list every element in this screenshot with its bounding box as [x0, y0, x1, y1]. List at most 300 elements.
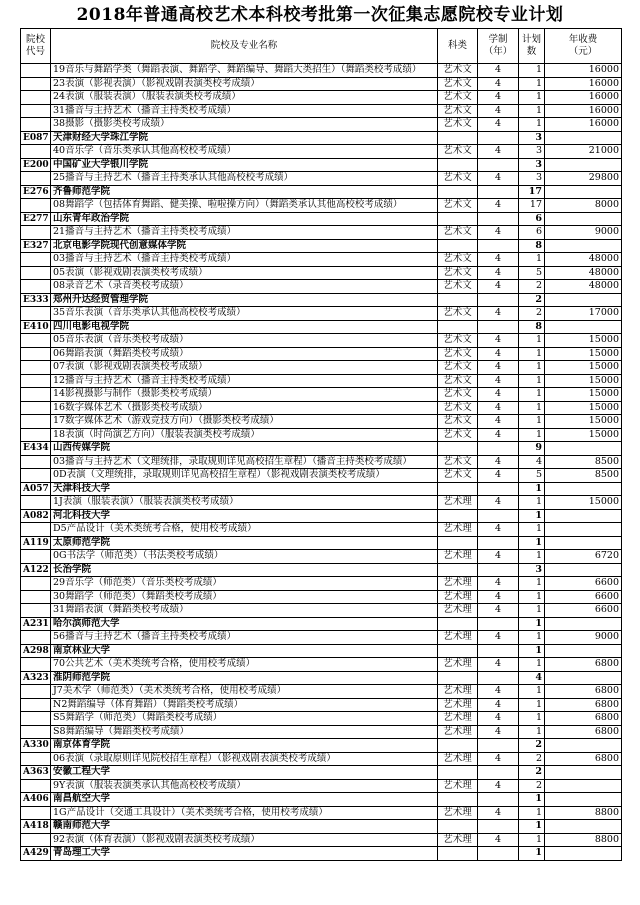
duration-cell: 4: [478, 698, 519, 712]
plan-count-cell: 1: [519, 428, 545, 442]
duration-cell: [478, 293, 519, 307]
category-cell: 艺术文: [438, 307, 478, 321]
fee-cell: 15000: [545, 374, 622, 388]
major-row: [21, 833, 622, 847]
duration-cell: 4: [478, 469, 519, 483]
header-fee: 年收费 （元）: [545, 29, 622, 64]
major-name-cell: 18表演（时尚演艺方向）（服装表演类校考成绩）: [51, 428, 438, 442]
school-name-cell: 齐鲁师范学院: [51, 185, 438, 199]
school-row: [21, 793, 622, 807]
major-name-cell: 17数字媒体艺术（游戏竞技方向）（摄影类校考成绩）: [51, 415, 438, 429]
major-row: [21, 752, 622, 766]
school-code-cell: [21, 77, 51, 91]
category-cell: 艺术文: [438, 253, 478, 267]
fee-cell: [545, 847, 622, 861]
major-row: [21, 712, 622, 726]
duration-cell: 4: [478, 685, 519, 699]
fee-cell: 6800: [545, 712, 622, 726]
fee-cell: 16000: [545, 91, 622, 105]
school-row: [21, 820, 622, 834]
plan-count-cell: 1: [519, 617, 545, 631]
school-code-cell: [21, 266, 51, 280]
major-row: [21, 698, 622, 712]
fee-cell: [545, 671, 622, 685]
category-cell: [438, 442, 478, 456]
school-row: [21, 563, 622, 577]
category-cell: [438, 482, 478, 496]
category-cell: 艺术理: [438, 550, 478, 564]
duration-cell: 4: [478, 361, 519, 375]
major-row: [21, 77, 622, 91]
school-row: [21, 766, 622, 780]
major-name-cell: 06舞蹈表演（舞蹈类校考成绩）: [51, 347, 438, 361]
category-cell: 艺术理: [438, 577, 478, 591]
school-code-cell: [21, 577, 51, 591]
duration-cell: [478, 131, 519, 145]
school-name-cell: 郑州升达经贸管理学院: [51, 293, 438, 307]
major-name-cell: 30舞蹈学（师范类）（舞蹈类校考成绩）: [51, 590, 438, 604]
fee-cell: [545, 779, 622, 793]
major-row: [21, 604, 622, 618]
duration-cell: [478, 482, 519, 496]
major-name-cell: 1J表演（服装表演）（服装表演类校考成绩）: [51, 496, 438, 510]
school-name-cell: 四川电影电视学院: [51, 320, 438, 334]
category-cell: [438, 158, 478, 172]
school-name-cell: 北京电影学院现代创意媒体学院: [51, 239, 438, 253]
school-code-cell: E200: [21, 158, 51, 172]
major-name-cell: D5产品设计（美术类统考合格，使用校考成绩）: [51, 523, 438, 537]
plan-count-cell: 1: [519, 374, 545, 388]
fee-cell: [545, 644, 622, 658]
duration-cell: 4: [478, 77, 519, 91]
plan-count-cell: 1: [519, 536, 545, 550]
header-name: 院校及专业名称: [51, 29, 438, 64]
plan-count-cell: 2: [519, 752, 545, 766]
plan-count-cell: 1: [519, 91, 545, 105]
plan-count-cell: 1: [519, 658, 545, 672]
school-code-cell: A323: [21, 671, 51, 685]
school-row: [21, 847, 622, 861]
duration-cell: 4: [478, 388, 519, 402]
school-code-cell: [21, 64, 51, 78]
plan-count-cell: 3: [519, 145, 545, 159]
category-cell: [438, 847, 478, 861]
plan-count-cell: 1: [519, 806, 545, 820]
plan-count-cell: 2: [519, 739, 545, 753]
school-code-cell: A418: [21, 820, 51, 834]
school-code-cell: A231: [21, 617, 51, 631]
category-cell: [438, 563, 478, 577]
major-name-cell: 56播音与主持艺术（播音主持类校考成绩）: [51, 631, 438, 645]
fee-cell: [545, 523, 622, 537]
school-code-cell: [21, 118, 51, 132]
category-cell: 艺术理: [438, 685, 478, 699]
major-name-cell: 05音乐表演（音乐类校考成绩）: [51, 334, 438, 348]
fee-cell: [545, 793, 622, 807]
plan-count-cell: 3: [519, 131, 545, 145]
category-cell: 艺术文: [438, 145, 478, 159]
major-name-cell: 38摄影（摄影类校考成绩）: [51, 118, 438, 132]
major-row: [21, 725, 622, 739]
plan-count-cell: 2: [519, 280, 545, 294]
school-code-cell: [21, 469, 51, 483]
duration-cell: 4: [478, 199, 519, 213]
school-code-cell: [21, 226, 51, 240]
duration-cell: 4: [478, 752, 519, 766]
school-code-cell: [21, 779, 51, 793]
major-row: [21, 550, 622, 564]
school-name-cell: 天津财经大学珠江学院: [51, 131, 438, 145]
school-code-cell: E277: [21, 212, 51, 226]
page-title: 2018年普通高校艺术本科校考批第一次征集志愿院校专业计划: [76, 5, 564, 25]
fee-cell: 15000: [545, 388, 622, 402]
duration-cell: 4: [478, 712, 519, 726]
major-row: [21, 401, 622, 415]
school-row: [21, 644, 622, 658]
plan-count-cell: 4: [519, 455, 545, 469]
duration-cell: 4: [478, 590, 519, 604]
school-code-cell: [21, 806, 51, 820]
fee-cell: 16000: [545, 118, 622, 132]
school-code-cell: A406: [21, 793, 51, 807]
school-code-cell: [21, 91, 51, 105]
major-row: [21, 631, 622, 645]
school-row: [21, 185, 622, 199]
major-name-cell: N2舞蹈编导（体育舞蹈）（舞蹈类校考成绩）: [51, 698, 438, 712]
school-code-cell: A119: [21, 536, 51, 550]
category-cell: [438, 536, 478, 550]
fee-cell: [545, 293, 622, 307]
major-name-cell: 25播音与主持艺术（播音主持类承认其他高校校考成绩）: [51, 172, 438, 186]
plan-count-cell: 1: [519, 64, 545, 78]
duration-cell: 4: [478, 334, 519, 348]
duration-cell: 4: [478, 455, 519, 469]
duration-cell: [478, 212, 519, 226]
category-cell: [438, 212, 478, 226]
fee-cell: 8500: [545, 469, 622, 483]
duration-cell: [478, 644, 519, 658]
plan-count-cell: 17: [519, 199, 545, 213]
duration-cell: 4: [478, 577, 519, 591]
plan-count-cell: 1: [519, 577, 545, 591]
school-code-cell: [21, 833, 51, 847]
major-name-cell: 24表演（服装表演）（服装表演类校考成绩）: [51, 91, 438, 105]
category-cell: [438, 766, 478, 780]
plan-count-cell: 1: [519, 698, 545, 712]
duration-cell: 4: [478, 307, 519, 321]
category-cell: 艺术文: [438, 455, 478, 469]
major-name-cell: 0D表演（文理统排，录取规则详见高校招生章程）（影视戏剧表演类校考成绩）: [51, 469, 438, 483]
major-row: [21, 91, 622, 105]
duration-cell: 4: [478, 401, 519, 415]
school-code-cell: [21, 145, 51, 159]
category-cell: [438, 820, 478, 834]
major-name-cell: S5舞蹈学（师范类）（舞蹈类校考成绩）: [51, 712, 438, 726]
school-code-cell: [21, 374, 51, 388]
plan-count-cell: 1: [519, 793, 545, 807]
school-row: [21, 293, 622, 307]
major-name-cell: 23表演（影视表演）（影视戏剧表演类校考成绩）: [51, 77, 438, 91]
category-cell: 艺术理: [438, 712, 478, 726]
plan-count-cell: 9: [519, 442, 545, 456]
category-cell: 艺术理: [438, 496, 478, 510]
category-cell: [438, 239, 478, 253]
category-cell: 艺术理: [438, 806, 478, 820]
category-cell: [438, 671, 478, 685]
table-body: [21, 64, 622, 861]
duration-cell: 4: [478, 550, 519, 564]
category-cell: 艺术文: [438, 91, 478, 105]
plan-count-cell: 3: [519, 172, 545, 186]
major-row: [21, 307, 622, 321]
major-name-cell: 21播音与主持艺术（播音主持类校考成绩）: [51, 226, 438, 240]
major-row: [21, 361, 622, 375]
fee-cell: [545, 536, 622, 550]
duration-cell: 4: [478, 266, 519, 280]
plan-count-cell: 2: [519, 779, 545, 793]
major-name-cell: 19音乐与舞蹈学类（舞蹈表演、舞蹈学、舞蹈编导、舞蹈大类招生）（舞蹈类校考成绩）: [51, 64, 438, 78]
school-code-cell: A330: [21, 739, 51, 753]
fee-cell: [545, 185, 622, 199]
fee-cell: 17000: [545, 307, 622, 321]
major-name-cell: J7美术学（师范类）（美术类统考合格，使用校考成绩）: [51, 685, 438, 699]
major-row: [21, 280, 622, 294]
school-name-cell: 天津科技大学: [51, 482, 438, 496]
plan-count-cell: 2: [519, 293, 545, 307]
school-code-cell: [21, 455, 51, 469]
school-code-cell: [21, 334, 51, 348]
category-cell: 艺术理: [438, 698, 478, 712]
school-row: [21, 509, 622, 523]
major-row: [21, 374, 622, 388]
school-name-cell: 南京林业大学: [51, 644, 438, 658]
school-code-cell: [21, 280, 51, 294]
fee-cell: 6600: [545, 577, 622, 591]
major-row: [21, 590, 622, 604]
school-code-cell: [21, 428, 51, 442]
school-name-cell: 哈尔滨师范大学: [51, 617, 438, 631]
plan-count-cell: 1: [519, 590, 545, 604]
major-name-cell: 05表演（影视戏剧表演类校考成绩）: [51, 266, 438, 280]
duration-cell: 4: [478, 104, 519, 118]
fee-cell: 6800: [545, 658, 622, 672]
duration-cell: [478, 820, 519, 834]
major-row: [21, 388, 622, 402]
category-cell: 艺术文: [438, 118, 478, 132]
plan-count-cell: 6: [519, 226, 545, 240]
header-plan: 计划 数: [519, 29, 545, 64]
major-name-cell: 31播音与主持艺术（播音主持类校考成绩）: [51, 104, 438, 118]
school-code-cell: A082: [21, 509, 51, 523]
major-name-cell: 9Y表演（服装表演类承认其他高校校考成绩）: [51, 779, 438, 793]
duration-cell: [478, 320, 519, 334]
header-category: 科类: [438, 29, 478, 64]
category-cell: [438, 320, 478, 334]
school-name-cell: 淮阴师范学院: [51, 671, 438, 685]
fee-cell: 48000: [545, 280, 622, 294]
duration-cell: [478, 793, 519, 807]
category-cell: 艺术文: [438, 226, 478, 240]
plan-count-cell: 8: [519, 320, 545, 334]
category-cell: 艺术理: [438, 833, 478, 847]
fee-cell: [545, 820, 622, 834]
duration-cell: 4: [478, 428, 519, 442]
plan-count-cell: 1: [519, 523, 545, 537]
plan-count-cell: 17: [519, 185, 545, 199]
major-row: [21, 347, 622, 361]
fee-cell: 15000: [545, 415, 622, 429]
category-cell: [438, 617, 478, 631]
plan-count-cell: 1: [519, 725, 545, 739]
school-code-cell: A363: [21, 766, 51, 780]
plan-count-cell: 1: [519, 644, 545, 658]
school-code-cell: [21, 590, 51, 604]
school-code-cell: [21, 307, 51, 321]
major-name-cell: 92表演（体育表演）（影视戏剧表演类校考成绩）: [51, 833, 438, 847]
category-cell: [438, 509, 478, 523]
major-name-cell: 31舞蹈表演（舞蹈类校考成绩）: [51, 604, 438, 618]
plan-count-cell: 6: [519, 212, 545, 226]
fee-cell: 29800: [545, 172, 622, 186]
fee-cell: 8500: [545, 455, 622, 469]
category-cell: 艺术文: [438, 428, 478, 442]
plan-count-cell: 1: [519, 847, 545, 861]
fee-cell: 6800: [545, 698, 622, 712]
major-name-cell: 14影视摄影与制作（摄影类校考成绩）: [51, 388, 438, 402]
school-name-cell: 长治学院: [51, 563, 438, 577]
school-row: [21, 617, 622, 631]
school-row: [21, 536, 622, 550]
duration-cell: [478, 847, 519, 861]
fee-cell: 15000: [545, 401, 622, 415]
major-row: [21, 334, 622, 348]
major-row: [21, 64, 622, 78]
category-cell: 艺术文: [438, 64, 478, 78]
school-code-cell: [21, 523, 51, 537]
duration-cell: 4: [478, 496, 519, 510]
category-cell: [438, 644, 478, 658]
category-cell: 艺术理: [438, 779, 478, 793]
major-row: [21, 469, 622, 483]
category-cell: 艺术文: [438, 361, 478, 375]
plan-count-cell: 3: [519, 158, 545, 172]
category-cell: 艺术理: [438, 523, 478, 537]
school-code-cell: A429: [21, 847, 51, 861]
plan-count-cell: 1: [519, 253, 545, 267]
school-row: [21, 482, 622, 496]
category-cell: 艺术理: [438, 590, 478, 604]
fee-cell: [545, 239, 622, 253]
fee-cell: [545, 158, 622, 172]
major-row: [21, 523, 622, 537]
major-row: [21, 199, 622, 213]
plan-count-cell: 1: [519, 509, 545, 523]
duration-cell: [478, 185, 519, 199]
school-code-cell: [21, 415, 51, 429]
school-code-cell: E327: [21, 239, 51, 253]
plan-count-cell: 1: [519, 712, 545, 726]
duration-cell: 4: [478, 253, 519, 267]
fee-cell: 48000: [545, 253, 622, 267]
school-code-cell: [21, 658, 51, 672]
duration-cell: 4: [478, 725, 519, 739]
category-cell: 艺术文: [438, 347, 478, 361]
major-row: [21, 658, 622, 672]
fee-cell: [545, 131, 622, 145]
fee-cell: 21000: [545, 145, 622, 159]
duration-cell: 4: [478, 631, 519, 645]
plan-count-cell: 1: [519, 550, 545, 564]
duration-cell: [478, 671, 519, 685]
header-code: 院校 代号: [21, 29, 51, 64]
duration-cell: 4: [478, 779, 519, 793]
school-name-cell: 安徽工程大学: [51, 766, 438, 780]
major-row: [21, 118, 622, 132]
duration-cell: [478, 766, 519, 780]
fee-cell: 6600: [545, 590, 622, 604]
school-code-cell: [21, 604, 51, 618]
fee-cell: 8800: [545, 833, 622, 847]
duration-cell: [478, 158, 519, 172]
duration-cell: 4: [478, 833, 519, 847]
fee-cell: 16000: [545, 64, 622, 78]
plan-count-cell: 1: [519, 482, 545, 496]
duration-cell: [478, 563, 519, 577]
category-cell: 艺术文: [438, 280, 478, 294]
duration-cell: 4: [478, 118, 519, 132]
duration-cell: 4: [478, 172, 519, 186]
fee-cell: 15000: [545, 361, 622, 375]
major-name-cell: 07表演（影视戏剧表演类校考成绩）: [51, 361, 438, 375]
fee-cell: 6800: [545, 752, 622, 766]
category-cell: 艺术理: [438, 604, 478, 618]
fee-cell: 6800: [545, 685, 622, 699]
school-code-cell: [21, 401, 51, 415]
plan-count-cell: 1: [519, 347, 545, 361]
duration-cell: 4: [478, 280, 519, 294]
major-row: [21, 145, 622, 159]
major-row: [21, 266, 622, 280]
school-code-cell: A298: [21, 644, 51, 658]
category-cell: 艺术理: [438, 725, 478, 739]
major-row: [21, 806, 622, 820]
fee-cell: 15000: [545, 496, 622, 510]
school-code-cell: E087: [21, 131, 51, 145]
plan-count-cell: 2: [519, 307, 545, 321]
plan-count-cell: 1: [519, 833, 545, 847]
school-row: [21, 131, 622, 145]
school-row: [21, 320, 622, 334]
duration-cell: [478, 536, 519, 550]
school-code-cell: [21, 253, 51, 267]
major-name-cell: 70公共艺术（美术类统考合格，使用校考成绩）: [51, 658, 438, 672]
category-cell: 艺术文: [438, 199, 478, 213]
school-row: [21, 442, 622, 456]
category-cell: [438, 739, 478, 753]
category-cell: 艺术文: [438, 401, 478, 415]
fee-cell: 9000: [545, 631, 622, 645]
duration-cell: 4: [478, 806, 519, 820]
school-code-cell: [21, 388, 51, 402]
plan-table: [20, 28, 622, 861]
fee-cell: [545, 617, 622, 631]
duration-cell: 4: [478, 374, 519, 388]
major-row: [21, 496, 622, 510]
major-name-cell: 08舞蹈学（包括体育舞蹈、健美操、啦啦操方向）（舞蹈类承认其他高校校考成绩）: [51, 199, 438, 213]
category-cell: [438, 793, 478, 807]
fee-cell: 15000: [545, 334, 622, 348]
school-code-cell: [21, 496, 51, 510]
